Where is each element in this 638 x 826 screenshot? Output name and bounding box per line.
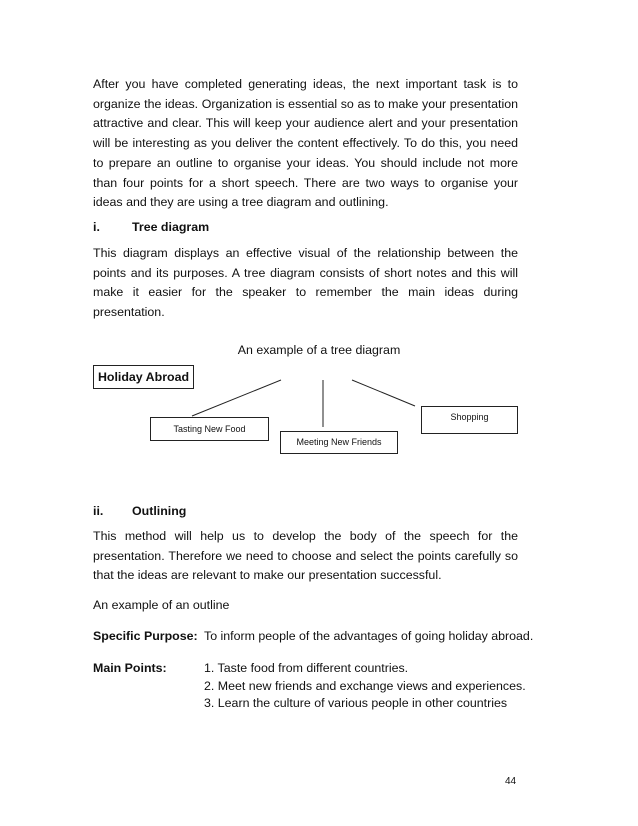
section-i-title: Tree diagram: [132, 220, 210, 234]
specific-purpose-text: To inform people of the advantages of going holiday abroad.: [204, 629, 534, 643]
connector-line-shopping: [352, 380, 415, 406]
main-point-item: 3. Learn the culture of various people in other countries: [204, 696, 508, 710]
intro-paragraph: After you have completed generating ideas, the next important task is to organize the ideas. Organization is essential so as to make your presentation attractive and clear. This will keep your audience alert and your presentation will be interesting as you deliver the content effectively. To do this, you need to prepare an outline to organise your ideas. You should include not more than four points for a short speech. There are two ways to organise your ideas and they are using a tree diagram and outlining.: [93, 77, 518, 210]
page-number: 44: [505, 776, 517, 787]
tree-node-meeting-friends: Meeting New Friends: [280, 431, 398, 454]
connector-line-food: [192, 380, 281, 416]
main-point-item: 1. Taste food from different countries.: [204, 661, 409, 675]
tree-root-node: Holiday Abroad: [93, 365, 194, 389]
specific-purpose-label: Specific Purpose:: [93, 629, 198, 643]
main-points-label: Main Points:: [93, 661, 167, 675]
section-ii-number: ii.: [93, 504, 104, 518]
tree-node-tasting-food: Tasting New Food: [150, 417, 269, 441]
outline-example-label: An example of an outline: [93, 598, 230, 612]
tree-diagram-paragraph: This diagram displays an effective visual of the relationship between the points and its purposes. A tree diagram consists of short notes and this will make it easier for the speaker to remember the main ideas during presentation.: [93, 246, 518, 320]
outlining-paragraph: This method will help us to develop the body of the speech for the presentation. Therefore we need to choose and select the points carefully so that the ideas are relevant to make our presentation successful.: [93, 529, 518, 583]
diagram-caption: An example of a tree diagram: [237, 343, 401, 357]
main-point-item: 2. Meet new friends and exchange views and experiences.: [204, 679, 526, 693]
section-i-number: i.: [93, 220, 100, 234]
tree-node-shopping: Shopping: [421, 406, 518, 434]
section-ii-title: Outlining: [132, 504, 187, 518]
